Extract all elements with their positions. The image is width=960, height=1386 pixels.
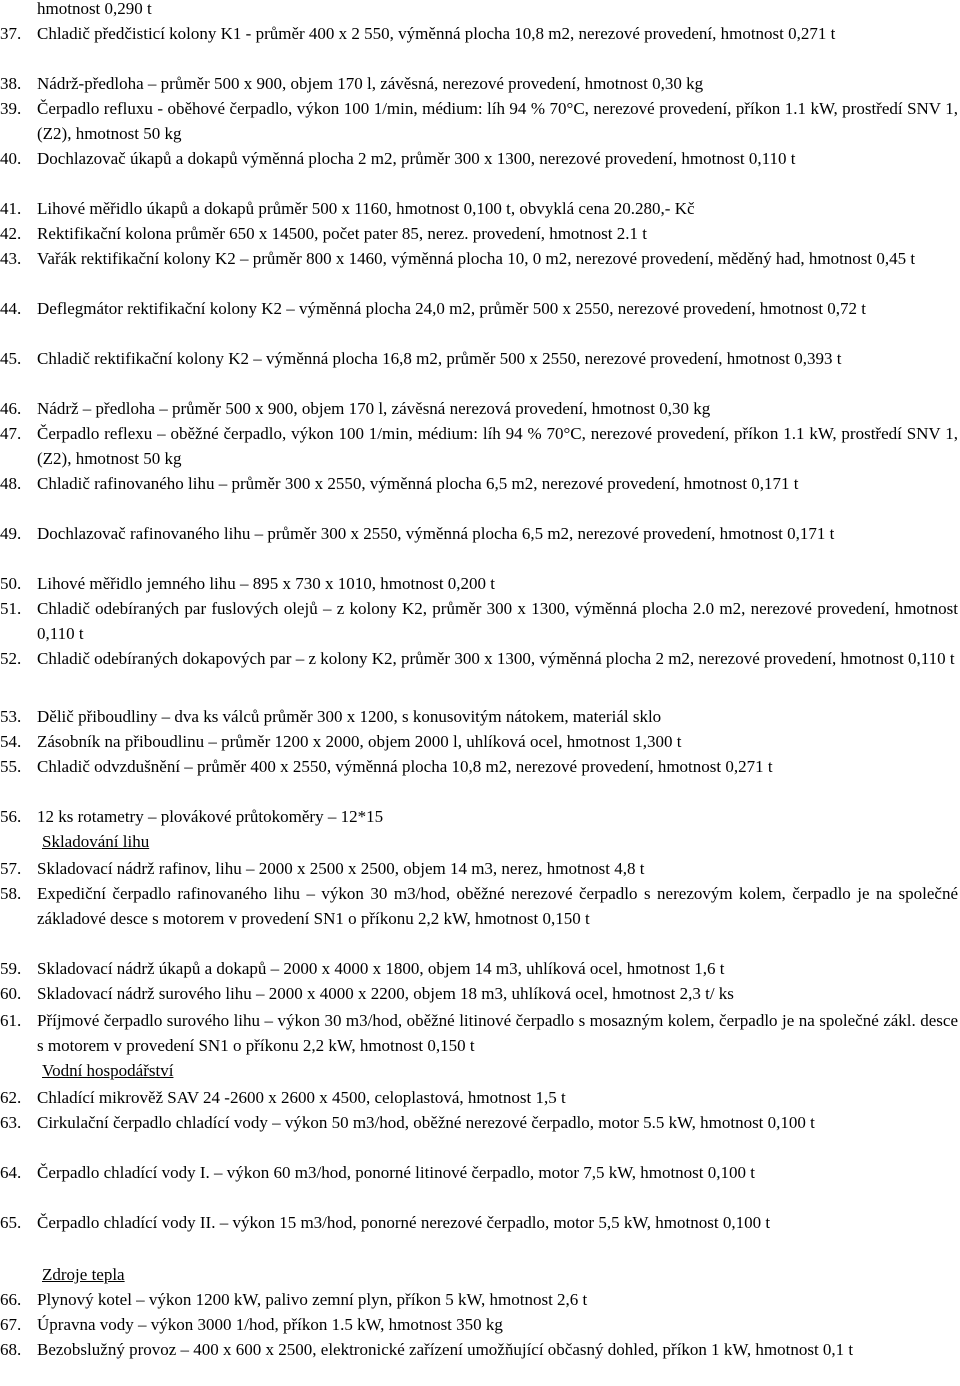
item-text: Skladovací nádrž úkapů a dokapů – 2000 x 4000 x 1800, objem 14 m3, uhlíková ocel, hmotnost 1,6 t <box>37 959 725 978</box>
item-text: Deflegmátor rektifikační kolony K2 – výměnná plocha 24,0 m2, průměr 500 x 2550, nerezové provedení, hmotnost 0,72 t <box>37 299 867 318</box>
item-number: 44. <box>0 299 22 318</box>
item-text: Lihové měřidlo jemného lihu – 895 x 730 x 1010, hmotnost 0,200 t <box>37 574 496 593</box>
section-heading-storage: Skladování lihu <box>42 832 150 851</box>
item-number: 51. <box>0 599 22 618</box>
list-item <box>0 1110 958 1160</box>
continuation-line: hmotnost 0,290 t <box>37 0 152 18</box>
item-number: 66. <box>0 1290 22 1309</box>
item-text: Chladič odvzdušnění – průměr 400 x 2550, výměnná plocha 10,8 m2, nerezové provedení, hmotnost 0,271 t <box>37 757 773 776</box>
list-item <box>0 754 958 804</box>
item-number: 50. <box>0 574 22 593</box>
list-item <box>0 71 958 96</box>
item-number: 52. <box>0 649 22 668</box>
item-text: Zásobník na přiboudlinu – průměr 1200 x 2000, objem 2000 l, uhlíková ocel, hmotnost 1,300 t <box>37 732 682 751</box>
item-number: 38. <box>0 74 22 93</box>
item-number: 67. <box>0 1315 22 1334</box>
list-item <box>0 729 958 754</box>
item-text: 12 ks rotametry – plovákové průtokoměry – 12*15 <box>37 807 384 826</box>
list-item <box>0 704 958 729</box>
list-item <box>0 146 958 196</box>
item-number: 40. <box>0 149 22 168</box>
item-text: Chladič předčisticí kolony K1 - průměr 400 x 2 550, výměnná plocha 10,8 m2, nerezové provedení, hmotnost 0,271 t <box>37 24 836 43</box>
item-number: 45. <box>0 349 22 368</box>
item-number: 37. <box>0 24 22 43</box>
item-number: 68. <box>0 1340 22 1359</box>
item-number: 61. <box>0 1011 22 1030</box>
item-number: 48. <box>0 474 22 493</box>
item-number: 63. <box>0 1113 22 1132</box>
list-item <box>0 1210 958 1260</box>
item-number: 54. <box>0 732 22 751</box>
item-text: Dochlazovač úkapů a dokapů výměnná plocha 2 m2, průměr 300 x 1300, nerezové provedení, hmotnost 0,110 t <box>37 149 796 168</box>
item-text: Chladič odebíraných dokapových par – z kolony K2, průměr 300 x 1300, výměnná plocha 2 m2, nerezové provedení, hmotnost 0,110 t <box>37 649 955 668</box>
list-item <box>0 956 958 981</box>
item-number: 39. <box>0 99 22 118</box>
item-text: Skladovací nádrž rafinov, lihu – 2000 x 2500 x 2500, objem 14 m3, nerez, hmotnost 4,8 t <box>37 859 645 878</box>
item-text: Nádrž-předloha – průměr 500 x 900, objem 170 l, závěsná, nerezové provedení, hmotnost 0,30 kg <box>37 74 704 93</box>
item-number: 49. <box>0 524 22 543</box>
list-item <box>0 21 958 71</box>
item-number: 43. <box>0 249 22 268</box>
list-item <box>0 646 958 696</box>
item-text: Rektifikační kolona průměr 650 x 14500, počet pater 85, nerez. provedení, hmotnost 2.1 t <box>37 224 647 243</box>
list-item <box>0 396 958 421</box>
item-number: 41. <box>0 199 22 218</box>
item-number: 59. <box>0 959 22 978</box>
item-text: Bezobslužný provoz – 400 x 600 x 2500, elektronické zařízení umožňující občasný dohled, příkon 1 kW, hmotnost 0,1 t <box>37 1340 854 1359</box>
list-item <box>0 1337 958 1386</box>
section-heading-heat: Zdroje tepla <box>42 1265 125 1284</box>
item-text: Vařák rektifikační kolony K2 – průměr 800 x 1460, výměnná plocha 10, 0 m2, nerezové provedení, měděný had, hmotnost 0,45 t <box>37 249 916 268</box>
section-heading-water: Vodní hospodářství <box>42 1061 174 1080</box>
item-text: Dochlazovač rafinovaného lihu – průměr 300 x 2550, výměnná plocha 6,5 m2, nerezové provedení, hmotnost 0,171 t <box>37 524 835 543</box>
item-text: Čerpadlo chladící vody I. – výkon 60 m3/hod, ponorné litinové čerpadlo, motor 7,5 kW, hmotnost 0,100 t <box>37 1163 755 1182</box>
list-item <box>0 221 958 246</box>
list-item <box>0 346 958 396</box>
item-text: Čerpadlo reflexu – oběžné čerpadlo, výkon 100 1/min, médium: líh 94 % 70°C, nerezové provedení, příkon 1.1 kW, prostředí SNV 1, (Z2), hmotnost 50 kg <box>37 424 958 468</box>
item-number: 56. <box>0 807 22 826</box>
item-text: Chladící mikrověž SAV 24 -2600 x 2600 x 4500, celoplastová, hmotnost 1,5 t <box>37 1088 566 1107</box>
item-number: 62. <box>0 1088 22 1107</box>
list-item <box>0 96 958 146</box>
item-number: 47. <box>0 424 22 443</box>
list-item <box>0 981 958 1006</box>
item-number: 46. <box>0 399 22 418</box>
item-number: 42. <box>0 224 22 243</box>
list-item <box>0 1008 958 1058</box>
item-number: 60. <box>0 984 22 1003</box>
list-item <box>0 471 958 521</box>
list-item <box>0 196 958 221</box>
item-text: Chladič rafinovaného lihu – průměr 300 x 2550, výměnná plocha 6,5 m2, nerezové provedení, hmotnost 0,171 t <box>37 474 799 493</box>
list-item <box>0 1287 958 1312</box>
list-item <box>0 246 958 296</box>
list-item <box>0 1085 958 1110</box>
item-text: Skladovací nádrž surového lihu – 2000 x 4000 x 2200, objem 18 m3, uhlíková ocel, hmotnost 2,3 t/ ks <box>37 984 734 1003</box>
item-number: 58. <box>0 884 22 903</box>
list-item <box>0 856 958 881</box>
list-item <box>0 571 958 596</box>
item-text: Úpravna vody – výkon 3000 1/hod, příkon 1.5 kW, hmotnost 350 kg <box>37 1315 503 1334</box>
list-item <box>0 1160 958 1210</box>
item-text: Dělič přiboudliny – dva ks válců průměr 300 x 1200, s konusovitým nátokem, materiál sklo <box>37 707 662 726</box>
list-item <box>0 596 958 646</box>
item-text: Čerpadlo chladící vody II. – výkon 15 m3/hod, ponorné nerezové čerpadlo, motor 5,5 kW, hmotnost 0,100 t <box>37 1213 771 1232</box>
item-number: 55. <box>0 757 22 776</box>
item-text: Příjmové čerpadlo surového lihu – výkon 30 m3/hod, oběžné litinové čerpadlo s mosazným kolem, čerpadlo je na společné zákl. desce s motorem v provedení SN1 o příkonu 2,2 kW, hmotnost 0,150 t <box>37 1011 958 1055</box>
item-number: 57. <box>0 859 22 878</box>
item-number: 65. <box>0 1213 22 1232</box>
item-text: Expediční čerpadlo rafinovaného lihu – výkon 30 m3/hod, oběžné nerezové čerpadlo s nerezovým kolem, čerpadlo je na společné základové desce s motorem v provedení SN1 o příkonu 2,2 kW, hmotnost 0,150 t <box>37 884 958 928</box>
item-text: Nádrž – předloha – průměr 500 x 900, objem 170 l, závěsná nerezová provedení, hmotnost 0,30 kg <box>37 399 711 418</box>
item-text: Cirkulační čerpadlo chladící vody – výkon 50 m3/hod, oběžné nerezové čerpadlo, motor 5.5 kW, hmotnost 0,100 t <box>37 1113 815 1132</box>
list-item <box>0 296 958 346</box>
list-item <box>0 804 958 829</box>
list-item <box>0 881 958 956</box>
list-item <box>0 521 958 571</box>
item-text: Chladič odebíraných par fuslových olejů – z kolony K2, průměr 300 x 1300, výměnná plocha 2.0 m2, nerezové provedení, hmotnost 0,110 t <box>37 599 958 643</box>
item-text: Plynový kotel – výkon 1200 kW, palivo zemní plyn, příkon 5 kW, hmotnost 2,6 t <box>37 1290 588 1309</box>
item-number: 64. <box>0 1163 22 1182</box>
item-text: Chladič rektifikační kolony K2 – výměnná plocha 16,8 m2, průměr 500 x 2550, nerezové provedení, hmotnost 0,393 t <box>37 349 842 368</box>
item-text: Lihové měřidlo úkapů a dokapů průměr 500 x 1160, hmotnost 0,100 t, obvyklá cena 20.280,- Kč <box>37 199 695 218</box>
item-number: 53. <box>0 707 22 726</box>
item-text: Čerpadlo refluxu - oběhové čerpadlo, výkon 100 1/min, médium: líh 94 % 70°C, nerezové provedení, příkon 1.1 kW, prostředí SNV 1, (Z2), hmotnost 50 kg <box>37 99 958 143</box>
list-item <box>0 421 958 471</box>
list-item <box>0 1312 958 1337</box>
